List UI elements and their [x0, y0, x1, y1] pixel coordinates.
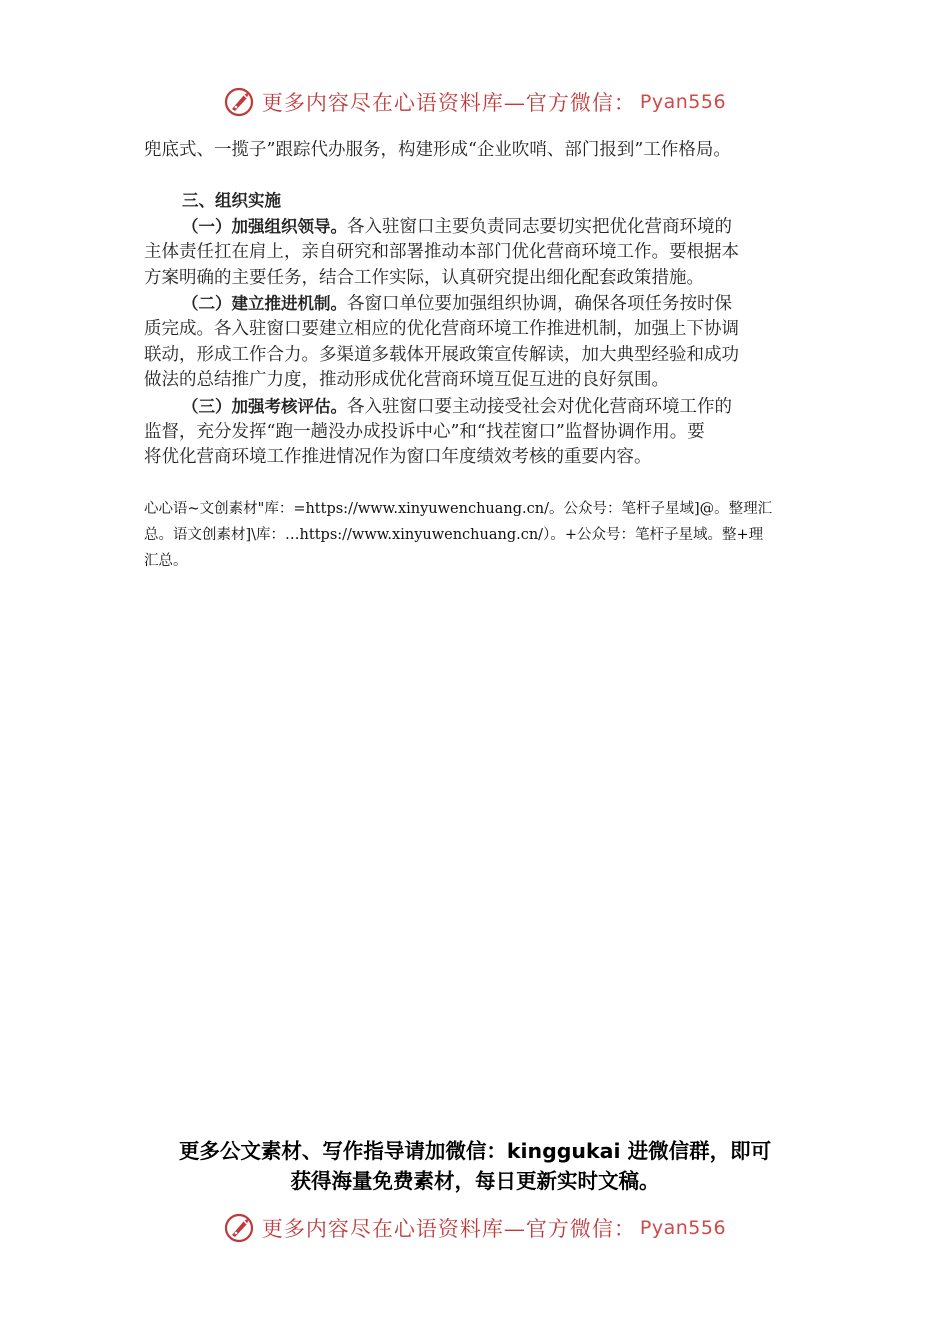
item-title: （三）加强考核评估。: [182, 396, 347, 416]
item-text: 各入驻窗口要主动接受社会对优化营商环境工作的: [347, 396, 732, 417]
banner-wechat-id: Pyan556: [639, 1217, 727, 1239]
paragraph-item-2: [144, 291, 812, 394]
paragraph-item-3: [144, 394, 812, 471]
item-text: 各入驻窗口主要负责同志要切实把优化营商环境的: [347, 216, 732, 237]
item-line: 质完成。各入驻窗口要建立相应的优化营商环境工作推进机制，加强上下协调: [144, 319, 739, 340]
item-line: 监督，充分发挥“跑一趟没办成投诉中心”和“找茬窗口”监督协调作用。要: [144, 422, 705, 443]
document-body: [144, 138, 812, 471]
promo-line-1: 更多公文素材、写作指导请加微信：kinggukai 进微信群，即可: [178, 1139, 772, 1163]
item-line: 将优化营商环境工作推进情况作为窗口年度绩效考核的重要内容。: [144, 447, 652, 468]
pen-logo-icon: [224, 1211, 258, 1245]
paragraph-item-1: [144, 214, 812, 291]
continuation-line: 兜底式、一揽子”跟踪代办服务，构建形成“企业吹哨、部门报到”工作格局。: [144, 140, 731, 160]
item-line: 做法的总结推广力度，推动形成优化营商环境互促互进的良好氛围。: [144, 370, 669, 391]
item-title: （一）加强组织领导。: [182, 216, 347, 236]
source-note: [144, 496, 814, 574]
pen-logo-icon: [224, 85, 258, 119]
note-line: 汇总。: [144, 553, 188, 569]
promo-text: [0, 1136, 950, 1196]
item-line: 主体责任扛在肩上，亲自研究和部署推动本部门优化营商环境工作。要根据本: [144, 242, 739, 263]
note-line: 心心语~文创素材"库：=https://www.xinyuwenchuang.cn/。公众号：笔杆子星域]@。整理汇: [144, 501, 773, 517]
banner-text: 更多内容尽在心语资料库—官方微信：: [261, 1217, 636, 1241]
footer-banner: [0, 1208, 950, 1248]
promo-line-2: 获得海量免费素材，每日更新实时文稿。: [290, 1169, 660, 1193]
item-text: 各窗口单位要加强组织协调，确保各项任务按时保: [347, 294, 732, 315]
note-line: 总。语文创素材]\库：…https://www.xinyuwenchuang.cn/）。+公众号：笔杆子星域。整+理: [144, 527, 764, 543]
banner-wechat-id: Pyan556: [639, 91, 727, 113]
section-heading: 三、组织实施: [182, 191, 281, 211]
header-banner: [0, 82, 950, 122]
banner-text: 更多内容尽在心语资料库—官方微信：: [261, 91, 636, 115]
item-line: 联动，形成工作合力。多渠道多载体开展政策宣传解读，加大典型经验和成功: [144, 344, 739, 365]
item-line: 方案明确的主要任务，结合工作实际，认真研究提出细化配套政策措施。: [144, 267, 704, 288]
item-title: （二）建立推进机制。: [182, 294, 347, 314]
